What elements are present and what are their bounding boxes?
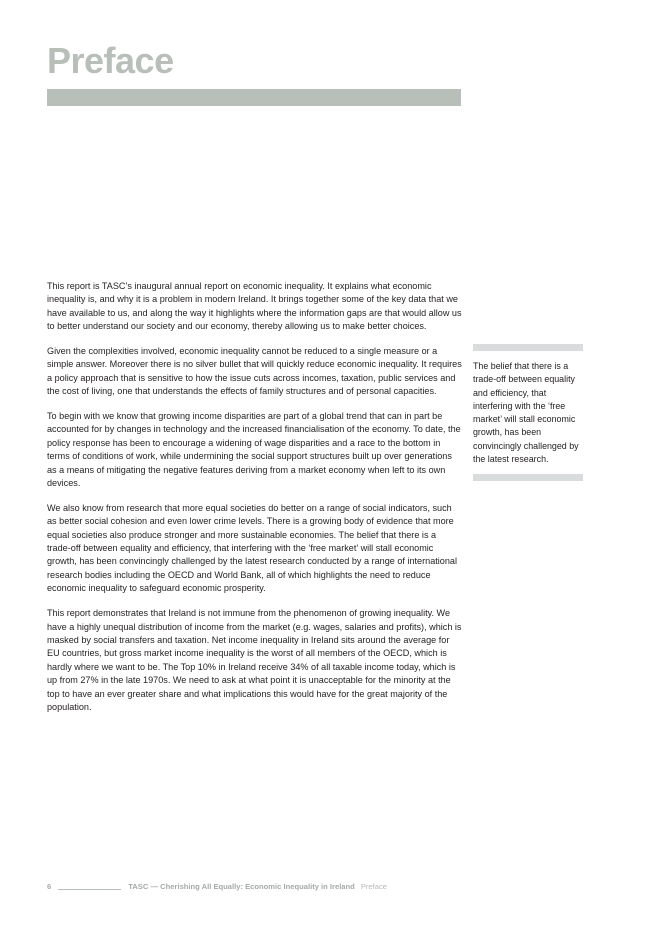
pull-quote-top-bar <box>473 344 583 351</box>
paragraph-5: This report demonstrates that Ireland is not immune from the phenomenon of growing inequality. We have a highly unequal distribution of income from the market (e.g. wages, salaries and profits), which is masked by social transfers and taxation. Net income inequality in Ireland sits around the average for EU countries, but gross market income inequality is the worst of all members of the OECD, which is hardly where we want to be. The Top 10% in Ireland receive 34% of all taxable income today, which is up from 27% in the late 1970s. We need to ask at what point it is unacceptable for the minority at the top to have an ever greater share and what implications this would have for the great majority of the population. <box>47 608 462 712</box>
footer-rule <box>58 889 121 890</box>
footer-document-title: TASC — Cherishing All Equally: Economic Inequality in Ireland <box>128 881 355 891</box>
paragraph-1: This report is TASC’s inaugural annual report on economic inequality. It explains what economic inequality is, and why it is a problem in modern Ireland. It brings together some of the key data that we have available to us, and along the way it highlights where the information gaps are that would allow us to better understand our society and our economy, thereby allowing us to make better choices. <box>47 281 462 332</box>
page-number: 6 <box>47 881 52 891</box>
pull-quote-text: The belief that there is a trade-off between equality and efficiency, that interfering with the ‘free market’ will stall economic growth, has been convincingly challenged by the latest research. <box>473 361 579 465</box>
title-underline-bar <box>47 89 461 106</box>
paragraph-3: To begin with we know that growing income disparities are part of a global trend that can in part be accounted for by changes in technology and the increased financialisation of the economy. To date, the policy response has been to encourage a widening of wage disparities and a race to the bottom in terms of conditions of work, while undermining the social support structures built up over generations as a means of mitigating the negative features deriving from a market economy when left to its own devices. <box>47 411 461 489</box>
footer-section-name: Preface <box>360 881 387 891</box>
page-footer <box>47 880 387 892</box>
paragraph-2: Given the complexities involved, economic inequality cannot be reduced to a single measure or a simple answer. Moreover there is no silver bullet that will quickly reduce economic inequality. It requires a policy approach that is sensitive to how the issue cuts across incomes, taxation, public services and the cost of living, one that understands the effects of family structures and of personal capacities. <box>47 346 462 397</box>
body-text-column <box>47 280 462 726</box>
paragraph-4: We also know from research that more equal societies do better on a range of social indicators, such as better social cohesion and even lower crime levels. There is a growing body of evidence that more equal societies also produce stronger and more sustainable economies. The belief that there is a trade-off between equality and efficiency, that interfering with the ‘free market’ will stall economic growth, has been convincingly challenged by the latest research conducted by a range of international research bodies including the OECD and World Bank, all of which highlights the need to reduce economic inequality to safeguard economic prosperity. <box>47 502 457 594</box>
pull-quote <box>473 344 583 481</box>
page-title: Preface <box>47 40 174 81</box>
pull-quote-bottom-bar <box>473 474 583 481</box>
